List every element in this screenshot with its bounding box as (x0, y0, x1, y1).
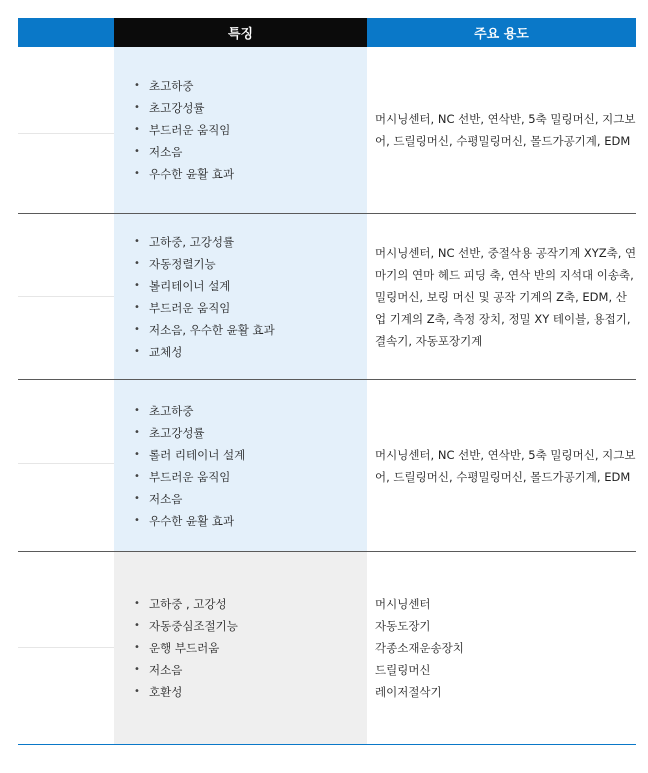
feature-item: • 부드러운 움직임 (134, 119, 234, 141)
row-4-usage-cell (367, 552, 637, 744)
row-4-feature-cell (114, 552, 367, 744)
row-3-usage-text: 머시닝센터, NC 선반, 연삭반, 5축 밀링머신, 지그보어, 드릴링머신, 수평밀링머신, 몰드가공기계, EDM (375, 447, 636, 484)
header-usage (367, 18, 636, 47)
row-4-left-divider (18, 647, 114, 648)
feature-item: • 교체성 (134, 341, 275, 363)
feature-item: • 부드러운 움직임 (134, 297, 275, 319)
feature-item: • 초고하중 (134, 75, 234, 97)
row-3-usage-cell (367, 380, 637, 551)
table-bottom-line (18, 744, 636, 745)
row-1-feature-cell (114, 47, 367, 213)
usage-line: 자동도장기 (375, 619, 431, 633)
feature-item: • 저소음 (134, 659, 238, 681)
row-2-feature-cell (114, 214, 367, 379)
row-2-usage-text: 머시닝센터, NC 선반, 중절삭용 공작기계 XYZ축, 연마기의 연마 헤드 피딩 축, 연삭 반의 지석대 이송축, 밀링머신, 보링 머신 및 공작 기계의 Z축, EDM, 산업 기계의 Z축, 측정 장치, 정밀 XY 테이블, 용접기, 결속기, 자동포장기계 (375, 245, 637, 348)
usage-line: 레이저절삭기 (375, 685, 442, 699)
feature-item: • 초고하중 (134, 400, 245, 422)
feature-item: • 저소음 (134, 141, 234, 163)
row-1-left-divider (18, 133, 114, 134)
row-4-usage-list (375, 593, 464, 703)
feature-item: • 저소음 (134, 488, 245, 510)
feature-item: • 롤러 리테이너 설계 (134, 444, 245, 466)
row-2-usage-cell (367, 214, 637, 379)
row-1-feature-list (114, 75, 234, 185)
row-1-usage-cell (367, 47, 637, 213)
header-usage-label: 주요 용도 (474, 27, 529, 42)
row-3-feature-list (114, 400, 245, 532)
feature-item: • 호환성 (134, 681, 238, 703)
feature-item: • 초고강성률 (134, 422, 245, 444)
feature-item: • 우수한 윤활 효과 (134, 163, 234, 185)
feature-item: • 운행 부드러움 (134, 637, 238, 659)
feature-item: • 우수한 윤활 효과 (134, 510, 245, 532)
row-2-feature-list (114, 231, 275, 363)
feature-item: • 저소음, 우수한 윤활 효과 (134, 319, 275, 341)
feature-item: • 부드러운 움직임 (134, 466, 245, 488)
row-2-left-divider (18, 296, 114, 297)
feature-item: • 고하중, 고강성률 (134, 231, 275, 253)
usage-line: 드릴링머신 (375, 663, 431, 677)
usage-line: 각종소재운송장치 (375, 641, 464, 655)
usage-line: 머시닝센터 (375, 597, 431, 611)
row-1-usage-text: 머시닝센터, NC 선반, 연삭반, 5축 밀링머신, 지그보어, 드릴링머신, 수평밀링머신, 몰드가공기계, EDM (375, 112, 636, 148)
row-4-feature-list (114, 593, 238, 703)
row-3-feature-cell (114, 380, 367, 551)
feature-item: • 자동정렬기능 (134, 253, 275, 275)
header-feature-label: 특징 (227, 27, 254, 42)
feature-item: • 볼리테이너 설계 (134, 275, 275, 297)
feature-item: • 초고강성률 (134, 97, 234, 119)
row-3-left-divider (18, 463, 114, 464)
header-feature (114, 18, 367, 47)
header-left-cell (18, 18, 114, 47)
feature-item: • 자동중심조절기능 (134, 615, 238, 637)
feature-item: • 고하중 , 고강성 (134, 593, 238, 615)
